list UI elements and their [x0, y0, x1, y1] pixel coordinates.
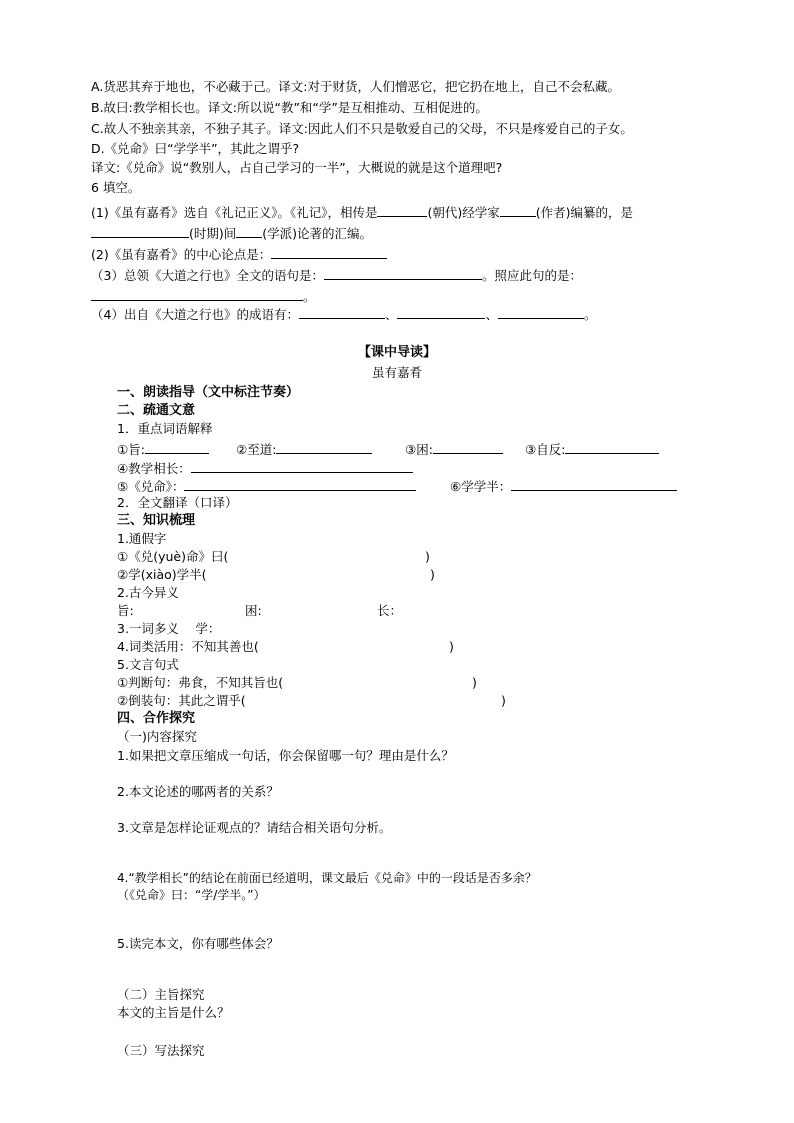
option-a: A.货恶其弃于地也，不必藏于己。译文:对于财货，人们憎恶它，把它扔在地上，自己不会私藏。	[91, 79, 621, 94]
k4-line: 4.词类活用：不知其善也(	[117, 639, 259, 654]
fill-4-line	[91, 305, 597, 323]
heading-knowledge: 三、知识梳理	[117, 513, 196, 528]
section-subtitle: 虽有嘉肴	[371, 365, 422, 380]
fill-2-blank[interactable]	[271, 245, 387, 259]
fill-4-end: 。	[584, 307, 597, 322]
k4-close: )	[449, 639, 454, 654]
word-3-blank[interactable]	[433, 440, 503, 454]
word-6-label: ⑤《兑命》：	[117, 479, 185, 494]
word-7	[450, 477, 677, 495]
fill-1-text-c: (作者)编纂的，是	[535, 205, 633, 220]
word-5-label: ④教学相长：	[117, 461, 191, 476]
fill-4-blank-2[interactable]	[397, 305, 485, 319]
section-title: 【课中导读】	[357, 345, 436, 360]
fill-3-line-1	[91, 266, 582, 284]
word-4-label: ③自反:	[525, 442, 566, 457]
word-3	[405, 440, 503, 458]
word-3-label: ③困:	[405, 442, 433, 457]
word-4	[525, 440, 659, 458]
fill-3-text-a: （3）总领《大道之行也》全文的语句是：	[91, 268, 324, 283]
word-5-blank[interactable]	[191, 459, 413, 473]
k2-heading: 2.古今异义	[117, 585, 179, 600]
fill-1-line-2	[91, 224, 372, 242]
k5-item-b: ②倒装句：其此之谓乎(	[117, 693, 246, 708]
k1-item-b: ②学(xiào)学半(	[117, 567, 207, 582]
question-4-quote: （《兑命》曰：“学/学半。”）	[117, 888, 266, 902]
fill-1-text-e: (学派)论著的汇编。	[262, 226, 373, 241]
fill-1-text-d: (时期)间	[189, 226, 237, 241]
fill-4-sep-1: 、	[384, 307, 398, 322]
question-4: 4.“教学相长”的结论在前面已经道明，课文最后《兑命》中的一段话是否多余？	[117, 871, 537, 885]
fill-1-blank-author[interactable]	[500, 203, 536, 217]
fill-3-text-b: 。照应此句的是：	[481, 268, 582, 283]
question-5: 5.读完本文，你有哪些体会？	[117, 936, 279, 951]
fill-1-blank-period[interactable]	[91, 224, 189, 238]
fill-1-line-1	[91, 203, 633, 221]
k2-item-a: 旨:	[117, 603, 134, 618]
theme-question: 本文的主旨是什么？	[117, 1005, 230, 1020]
fill-1-blank-school[interactable]	[236, 224, 262, 238]
fill-2-text: (2)《虽有嘉肴》的中心论点是：	[91, 247, 272, 262]
k5-item-b-close: )	[501, 693, 506, 708]
question-6-heading: 6 填空。	[91, 180, 141, 195]
fill-3-blank-2[interactable]	[91, 287, 303, 301]
question-1: 1.如果把文章压缩成一句话，你会保留哪一句？理由是什么？	[117, 748, 454, 763]
k5-item-a-close: )	[472, 675, 477, 690]
k2-item-b: 困:	[245, 603, 262, 618]
sub-translation: 2．全文翻译（口译）	[117, 495, 238, 510]
part-theme: （二）主旨探究	[117, 987, 205, 1002]
fill-4-sep-2: 、	[485, 307, 498, 322]
fill-2-line	[91, 245, 387, 263]
heading-understanding: 二、疏通文意	[117, 403, 196, 418]
fill-4-blank-3[interactable]	[498, 305, 584, 319]
part-writing: （三）写法探究	[117, 1043, 205, 1058]
word-1-label: ①旨:	[117, 442, 145, 457]
option-b: B.故曰:教学相长也。译文:所以说“教”和“学”是互相推动、互相促进的。	[91, 100, 488, 115]
word-7-label: ⑥学学半：	[450, 479, 512, 494]
word-6	[117, 477, 416, 495]
fill-3-blank-1[interactable]	[324, 266, 482, 280]
fill-4-text: （4）出自《大道之行也》的成语有：	[91, 307, 299, 322]
word-2	[236, 440, 372, 458]
part-content: （一)内容探究	[117, 729, 197, 744]
fill-1-text-a: (1)《虽有嘉肴》选自《礼记正义》。《礼记》，相传是	[91, 205, 378, 220]
option-d: D.《兑命》曰“学学半”，其此之谓乎?	[91, 141, 300, 156]
k1-item-b-close: )	[430, 567, 435, 582]
word-6-blank[interactable]	[184, 477, 416, 491]
fill-1-text-b: (朝代)经学家	[427, 205, 500, 220]
sub-key-words: 1．重点词语解释	[117, 421, 213, 436]
question-3: 3.文章是怎样论证观点的？请结合相关语句分析。	[117, 820, 392, 835]
word-1-blank[interactable]	[145, 440, 209, 454]
k2-item-c: 长：	[377, 603, 403, 618]
option-d-translation: 译文:《兑命》说“教别人，占自己学习的一半”，大概说的就是这个道理吧?	[91, 160, 503, 175]
word-7-blank[interactable]	[511, 477, 677, 491]
question-2: 2.本文论述的哪两者的关系？	[117, 784, 279, 799]
k3-line: 3.一词多义 学：	[117, 621, 221, 636]
word-2-blank[interactable]	[276, 440, 372, 454]
k5-heading: 5.文言句式	[117, 657, 179, 672]
k1-heading: 1.通假字	[117, 531, 167, 546]
k5-item-a: ①判断句：弗食，不知其旨也(	[117, 675, 284, 690]
fill-3-text-c: 。	[303, 289, 316, 304]
word-4-blank[interactable]	[565, 440, 659, 454]
fill-4-blank-1[interactable]	[299, 305, 385, 319]
word-5	[117, 459, 413, 477]
fill-3-line-2	[91, 287, 316, 305]
heading-reading-guide: 一、朗读指导（文中标注节奏）	[117, 385, 300, 400]
option-c: C.故人不独亲其亲，不独子其子。译文:因此人们不只是敬爱自己的父母，不只是疼爱自己的子女。	[91, 121, 633, 136]
fill-1-blank-dynasty[interactable]	[377, 203, 427, 217]
k1-item-a-close: )	[425, 549, 430, 564]
k1-item-a: ①《兑(yuè)命》曰(	[117, 549, 229, 564]
word-2-label: ②至道:	[236, 442, 277, 457]
heading-cooperation: 四、合作探究	[117, 711, 196, 726]
word-row-1	[117, 440, 209, 458]
